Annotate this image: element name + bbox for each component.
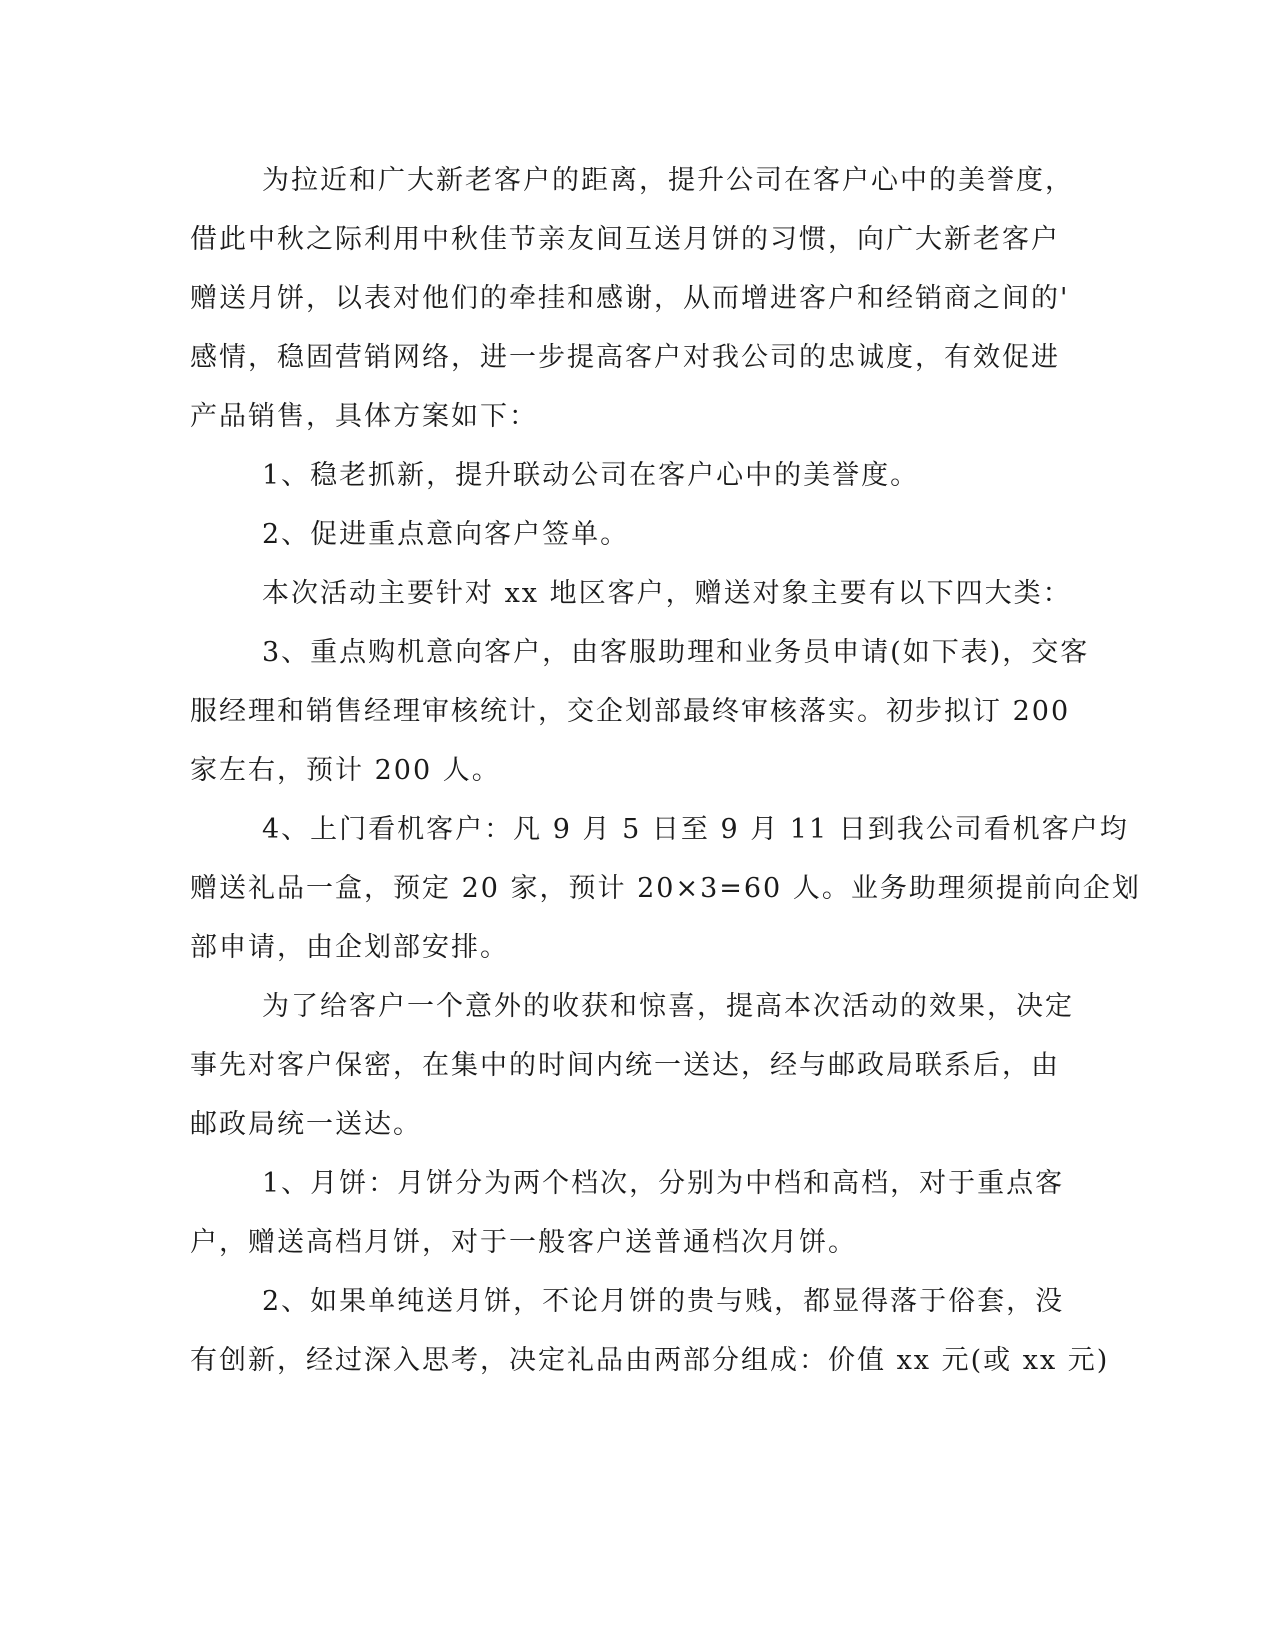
text-line: 赠送礼品一盒，预定 20 家，预计 20×3=60 人。业务助理须提前向企划 [190, 873, 1141, 904]
text-line: 感情，稳固营销网络，进一步提高客户对我公司的忠诚度，有效促进 [190, 342, 1060, 373]
text-line: 户，赠送高档月饼，对于一般客户送普通档次月饼。 [190, 1227, 857, 1258]
text-line: 4、上门看机客户：凡 9 月 5 日至 9 月 11 日到我公司看机客户均 [262, 814, 1129, 845]
text-line: 产品销售，具体方案如下： [190, 401, 538, 432]
text-line: 服经理和销售经理审核统计，交企划部最终审核落实。初步拟订 200 [190, 696, 1071, 727]
text-line: 家左右，预计 200 人。 [190, 755, 501, 786]
text-line: 事先对客户保密，在集中的时间内统一送达，经与邮政局联系后，由 [190, 1050, 1060, 1081]
text-line: 部申请，由企划部安排。 [190, 932, 509, 963]
text-line: 借此中秋之际利用中秋佳节亲友间互送月饼的习惯，向广大新老客户 [190, 224, 1060, 255]
text-line: 3、重点购机意向客户，由客服助理和业务员申请(如下表)，交客 [262, 637, 1090, 668]
text-line: 有创新，经过深入思考，决定礼品由两部分组成：价值 xx 元(或 xx 元) [190, 1345, 1110, 1376]
text-line: 邮政局统一送达。 [190, 1109, 422, 1140]
text-line: 赠送月饼，以表对他们的牵挂和感谢，从而增进客户和经销商之间的' [190, 283, 1070, 314]
text-line: 本次活动主要针对 xx 地区客户，赠送对象主要有以下四大类： [262, 578, 1072, 609]
text-line: 为了给客户一个意外的收获和惊喜，提高本次活动的效果，决定 [262, 991, 1074, 1022]
text-line: 2、如果单纯送月饼，不论月饼的贵与贱，都显得落于俗套，没 [262, 1286, 1065, 1317]
text-line: 1、月饼：月饼分为两个档次，分别为中档和高档，对于重点客 [262, 1168, 1065, 1199]
text-line: 1、稳老抓新，提升联动公司在客户心中的美誉度。 [262, 460, 920, 491]
text-line: 为拉近和广大新老客户的距离，提升公司在客户心中的美誉度， [262, 165, 1074, 196]
text-line: 2、促进重点意向客户签单。 [262, 519, 630, 550]
